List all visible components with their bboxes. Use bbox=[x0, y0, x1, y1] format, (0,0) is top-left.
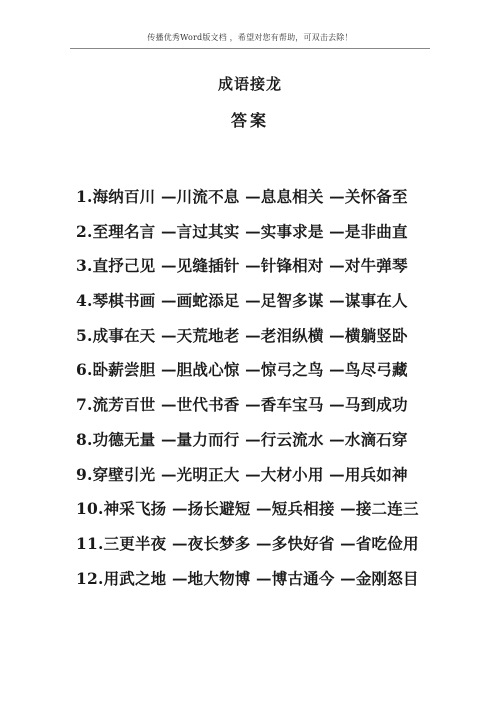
document-title: 成语接龙 bbox=[217, 75, 282, 93]
idiom-chain-line: 9.穿壁引光 —光明正大 —大材小用 —用兵如神 bbox=[76, 464, 408, 484]
idiom-chain-line: 2.至理名言 —言过其实 —实事求是 —是非曲直 bbox=[76, 221, 408, 241]
idiom-chain-line: 11.三更半夜 —夜长梦多 —多快好省 —省吃俭用 bbox=[76, 533, 419, 553]
idiom-chain-line: 10.神采飞扬 —扬长避短 —短兵相接 —接二连三 bbox=[76, 499, 419, 519]
idiom-chain-line: 6.卧薪尝胆 —胆战心惊 —惊弓之鸟 —鸟尽弓藏 bbox=[76, 360, 408, 380]
idiom-chain-line: 7.流芳百世 —世代书香 —香车宝马 —马到成功 bbox=[76, 395, 408, 415]
idiom-chain-line: 8.功德无量 —量力而行 —行云流水 —水滴石穿 bbox=[76, 429, 408, 449]
idiom-chain-list bbox=[76, 185, 419, 601]
idiom-chain-line: 1.海纳百川 —川流不息 —息息相关 —关怀备至 bbox=[76, 187, 408, 206]
header-note: 传播优秀Word版文档 ，希望对您有帮助，可双击去除！ bbox=[147, 33, 353, 42]
idiom-chain-line: 3.直抒己见 —见缝插针 —针锋相对 —对牛弹琴 bbox=[76, 256, 408, 276]
idiom-chain-line: 4.琴棋书画 —画蛇添足 —足智多谋 —谋事在人 bbox=[76, 291, 408, 311]
document-subtitle: 答案 bbox=[230, 111, 269, 130]
idiom-chain-line: 5.成事在天 —天荒地老 —老泪纵横 —横躺竖卧 bbox=[76, 325, 408, 345]
idiom-chain-line: 12.用武之地 —地大物博 —博古通今 —金刚怒目 bbox=[76, 568, 419, 588]
header-divider bbox=[70, 48, 430, 49]
